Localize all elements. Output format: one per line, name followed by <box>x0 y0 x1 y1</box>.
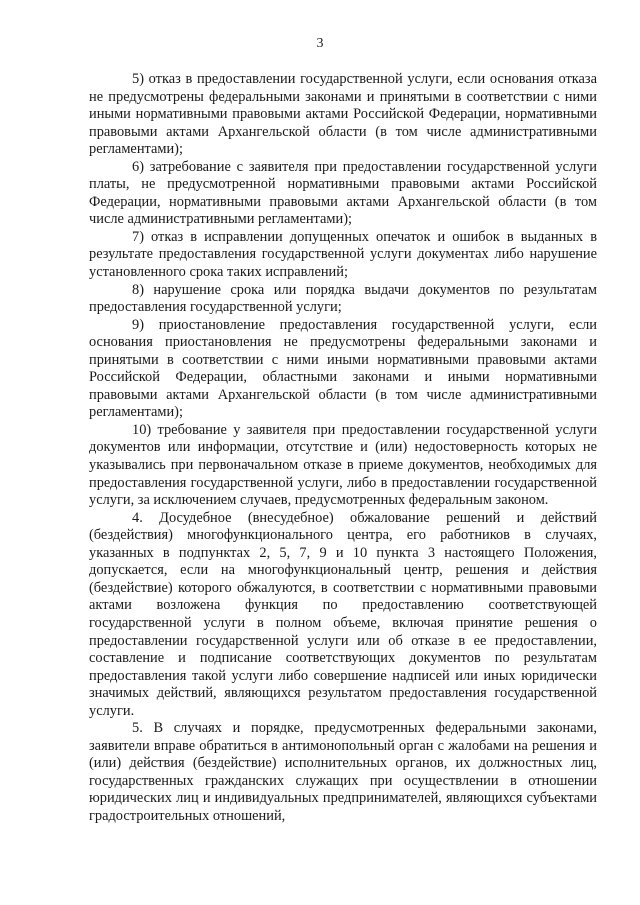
page-number: 3 <box>316 36 324 51</box>
paragraph-item-7: 7) отказ в исправлении допущенных опечаток и ошибок в выданных в результате предоставления государственной услуги документах либо нарушение установленного срока таких исправлений; <box>89 228 597 281</box>
paragraph-clause-5: 5. В случаях и порядке, предусмотренных федеральными законами, заявители вправе обратиться в антимонопольный орган с жалобами на решения и (или) действия (бездействие) исполнительных органов, их должностных лиц, государственных гражданских служащих при осуществлении в отношении юридических лиц и индивидуальных предпринимателей, являющихся субъектами градостроительных отношений, <box>89 720 597 824</box>
paragraph-item-8: 8) нарушение срока или порядка выдачи документов по результатам предоставления государственной услуги; <box>89 281 597 316</box>
paragraph-item-6: 6) затребование с заявителя при предоставлении государственной услуги платы, не предусмотренной нормативными правовыми актами Российской Федерации, нормативными правовыми актами Архангельской области (в том числе административными регламентами); <box>89 158 597 228</box>
document-body <box>89 71 597 826</box>
paragraph-item-9: 9) приостановление предоставления государственной услуги, если основания приостановления не предусмотрены федеральными законами и принятыми в соответствии с ними иными нормативными правовыми актами Российской Федерации, областными законами и иными нормативными правовыми актами Архангельской области (в том числе административными регламентами); <box>89 316 597 421</box>
paragraph-item-10: 10) требование у заявителя при предоставлении государственной услуги документов или информации, отсутствие и (или) недостоверность которых не указывались при первоначальном отказе в приеме документов, необходимых для предоставления государственной услуги, либо в предоставлении государственной услуги, за исключением случаев, предусмотренных федеральным законом. <box>89 421 597 509</box>
paragraph-item-5: 5) отказ в предоставлении государственной услуги, если основания отказа не предусмотрены федеральными законами и принятыми в соответствии с ними иными нормативными правовыми актами Российской Федерации, нормативными правовыми актами Архангельской области (в том числе административными регламентами); <box>89 71 597 158</box>
paragraph-clause-4: 4. Досудебное (внесудебное) обжалование решений и действий (бездействия) многофункционального центра, его работников в случаях, указанных в подпунктах 2, 5, 7, 9 и 10 пункта 3 настоящего Положения, допускается, если на многофункциональный центр, решения и действия (бездействие) которого обжалуются, в соответствии с нормативными правовыми актами возложена функция по предоставлению соответствующей государственной услуги в полном объеме, включая принятие решения о предоставлении государственной услуги или об отказе в ее предоставлении, составление и подписание соответствующих документов по результатам предоставления такой услуги либо совершение надписей или иных юридически значимых действий, являющихся результатом предоставления государственной услуги. <box>89 509 597 719</box>
